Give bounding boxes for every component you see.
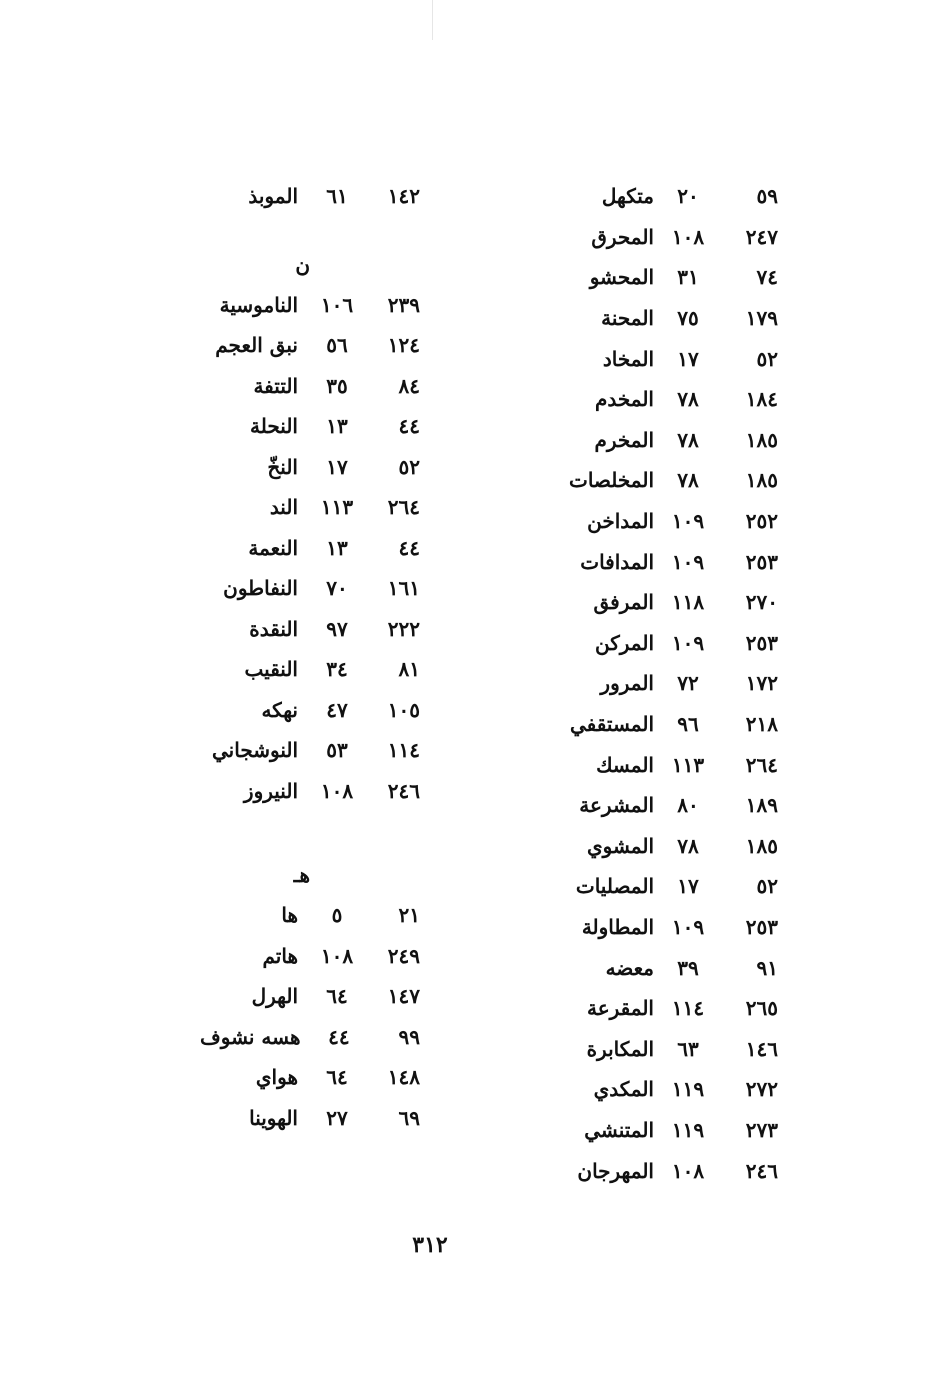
entry-term: الند: [269, 495, 298, 520]
index-entry: [548, 785, 778, 826]
entry-page-number: ١٨٩: [745, 793, 778, 818]
entry-term: المتنشي: [584, 1117, 654, 1142]
entry-ref-number: ٣٤: [326, 657, 348, 682]
entry-page-number: ١٠٥: [387, 697, 420, 722]
entry-page-number: ٢٥٣: [745, 914, 778, 939]
index-entry: [548, 1028, 778, 1069]
entry-term: النفاطون: [223, 576, 298, 601]
entry-page-number: ٩٩: [398, 1024, 420, 1049]
entry-term: المخاد: [602, 346, 654, 371]
index-entry: [548, 257, 778, 298]
index-entry: [200, 936, 420, 977]
entry-page-number: ٢٤٦: [745, 1158, 778, 1183]
index-entry: [548, 663, 778, 704]
section-nun-list: [200, 285, 420, 812]
entry-term: هسه نشوف: [200, 1024, 301, 1049]
entry-term: هاتم: [262, 943, 298, 968]
entry-ref-number: ٤٤: [328, 1024, 350, 1049]
entry-ref-number: ٧٨: [677, 427, 699, 452]
entry-ref-number: ٧٢: [677, 671, 699, 696]
entry-term: المدافات: [580, 549, 654, 574]
entry-page-number: ٢٧٣: [745, 1117, 778, 1142]
section-heading-ha: هـ: [293, 863, 310, 887]
entry-ref-number: ١٣: [326, 535, 348, 560]
index-entry: [548, 988, 778, 1029]
entry-ref-number: ١٣: [326, 414, 348, 439]
entry-page-number: ٥٢: [756, 346, 778, 371]
entry-ref-number: ٧٨: [677, 468, 699, 493]
entry-term: نبق العجم: [215, 333, 298, 358]
index-entry: [200, 649, 420, 690]
index-entry: [548, 541, 778, 582]
entry-page-number: ١٦١: [387, 576, 420, 601]
index-entry: [548, 379, 778, 420]
entry-term: هواي: [255, 1065, 298, 1090]
entry-page-number: ٢٥٢: [745, 509, 778, 534]
entry-ref-number: ١١٣: [320, 495, 354, 520]
entry-page-number: ٢٤٦: [387, 778, 420, 803]
entry-ref-number: ٦٤: [326, 1065, 348, 1090]
entry-ref-number: ٩٦: [677, 712, 699, 737]
entry-term: المشوي: [586, 833, 654, 858]
entry-term: المحرق: [591, 224, 654, 249]
entry-page-number: ١٢٤: [387, 333, 420, 358]
entry-term: المخرم: [594, 427, 654, 452]
entry-page-number: ٢٣٩: [387, 292, 420, 317]
entry-ref-number: ٦٣: [677, 1036, 699, 1061]
entry-ref-number: ٣١: [677, 265, 699, 290]
entry-page-number: ١٧٢: [745, 671, 778, 696]
entry-ref-number: ٥: [331, 903, 343, 928]
entry-page-number: ٢٤٩: [387, 943, 420, 968]
entry-ref-number: ٨٠: [677, 793, 699, 818]
entry-term: النقدة: [249, 616, 298, 641]
index-entry: [200, 1017, 420, 1058]
index-entry: [548, 623, 778, 664]
entry-page-number: ١٧٩: [745, 306, 778, 331]
entry-page-number: ٩١: [756, 955, 778, 980]
entry-ref-number: ١١٨: [671, 590, 705, 615]
index-entry: [200, 771, 420, 812]
index-entry: [200, 976, 420, 1017]
entry-page-number: ٧٤: [756, 265, 778, 290]
entry-term: المرور: [600, 671, 654, 696]
entry-page-number: ١٨٥: [745, 833, 778, 858]
entry-ref-number: ١١٣: [671, 752, 705, 777]
entry-term: الهوينا: [249, 1105, 298, 1130]
entry-page-number: ٢١: [398, 903, 420, 928]
entry-page-number: ٢٧٠: [745, 590, 778, 615]
entry-ref-number: ١٠٩: [671, 630, 705, 655]
entry-page-number: ١٤٨: [387, 1065, 420, 1090]
entry-ref-number: ١٠٩: [671, 549, 705, 574]
entry-ref-number: ٧٨: [677, 387, 699, 412]
entry-term: نهكه: [261, 697, 298, 722]
index-entry: [548, 338, 778, 379]
index-entry: [548, 744, 778, 785]
entry-term: الهرل: [251, 984, 298, 1009]
entry-ref-number: ١٠٩: [671, 914, 705, 939]
entry-term: المشرعة: [579, 793, 654, 818]
entry-term: متكهل: [601, 184, 654, 209]
entry-page-number: ١٤٧: [387, 984, 420, 1009]
index-entry: [200, 487, 420, 528]
section-gap: [200, 811, 420, 855]
entry-ref-number: ٧٥: [677, 306, 699, 331]
index-entry: [548, 907, 778, 948]
index-entry: [200, 406, 420, 447]
index-entry: [548, 1069, 778, 1110]
entry-term: النقيب: [244, 657, 298, 682]
entry-page-number: ١٤٦: [745, 1036, 778, 1061]
entry-term: المكابرة: [586, 1036, 654, 1061]
entry-ref-number: ١١٩: [671, 1077, 705, 1102]
entry-page-number: ٢٢٢: [387, 616, 420, 641]
entry-term: المهرجان: [577, 1158, 654, 1183]
entry-ref-number: ٧٨: [677, 833, 699, 858]
index-entry: [548, 826, 778, 867]
entry-ref-number: ٧٠: [326, 576, 348, 601]
index-entry: [548, 460, 778, 501]
entry-page-number: ٨١: [398, 657, 420, 682]
entry-page-number: ٥٩: [756, 184, 778, 209]
index-entry: [200, 325, 420, 366]
entry-page-number: ٨٤: [398, 373, 420, 398]
entry-term: المستقفي: [570, 712, 654, 737]
index-entry: [200, 447, 420, 488]
entry-ref-number: ٥٣: [326, 738, 348, 763]
index-entry: [200, 609, 420, 650]
entry-ref-number: ١٠٨: [320, 943, 354, 968]
entry-term: النيروز: [243, 778, 298, 803]
entry-page-number: ٢٦٤: [745, 752, 778, 777]
entry-ref-number: ٢٧: [326, 1105, 348, 1130]
entry-ref-number: ١٠٨: [671, 224, 705, 249]
index-entry: [548, 176, 778, 217]
entry-page-number: ٢٦٤: [387, 495, 420, 520]
entry-page-number: ١٨٤: [745, 387, 778, 412]
entry-ref-number: ٢٠: [677, 184, 699, 209]
entry-term: التتفة: [253, 373, 298, 398]
section-gap: [200, 217, 420, 245]
entry-term: المطاولة: [581, 914, 654, 939]
entry-term: المصليات: [575, 874, 654, 899]
entry-ref-number: ١٧: [677, 874, 699, 899]
index-column-left: [200, 176, 420, 1138]
entry-term: النوشجاني: [211, 738, 298, 763]
index-entry: [200, 690, 420, 731]
index-entry: [200, 1057, 420, 1098]
entry-page-number: ١٤٢: [387, 184, 420, 209]
index-entry: [200, 1098, 420, 1139]
entry-term: المخدم: [594, 387, 654, 412]
entry-ref-number: ١٠٨: [320, 778, 354, 803]
entry-term: المكدي: [593, 1077, 654, 1102]
index-entry: [548, 947, 778, 988]
entry-ref-number: ٣٥: [326, 373, 348, 398]
index-entry: [548, 298, 778, 339]
index-entry: [200, 366, 420, 407]
index-entry: [200, 176, 420, 217]
entry-ref-number: ١١٩: [671, 1117, 705, 1142]
entry-ref-number: ١٧: [677, 346, 699, 371]
entry-page-number: ٥٢: [398, 454, 420, 479]
index-entry: [200, 895, 420, 936]
entry-term: ها: [281, 903, 298, 928]
entry-term: النعمة: [248, 535, 298, 560]
entry-term: المسك: [596, 752, 654, 777]
entry-page-number: ٤٤: [398, 414, 420, 439]
entry-page-number: ٢٥٣: [745, 630, 778, 655]
section-ha-list: [200, 895, 420, 1138]
entry-page-number: ٢٤٧: [745, 224, 778, 249]
entry-ref-number: ٦١: [326, 184, 348, 209]
index-entry: [548, 501, 778, 542]
entry-term: المخلصات: [568, 468, 654, 493]
entry-ref-number: ٦٤: [326, 984, 348, 1009]
index-entry: [548, 866, 778, 907]
entry-page-number: ٤٤: [398, 535, 420, 560]
index-entry: [200, 568, 420, 609]
entry-page-number: ٥٢: [756, 874, 778, 899]
index-column-right: [548, 176, 778, 1191]
index-entry: [200, 528, 420, 569]
entry-term: الموبذ: [248, 184, 298, 209]
entry-ref-number: ١٠٨: [671, 1158, 705, 1183]
entry-term: المداخن: [587, 509, 654, 534]
index-entry: [548, 1110, 778, 1151]
entry-page-number: ١١٤: [387, 738, 420, 763]
entry-term: المحنة: [601, 306, 654, 331]
page-number: ٣١٢: [412, 1232, 448, 1258]
entry-page-number: ٦٩: [398, 1105, 420, 1130]
entry-term: المحشو: [589, 265, 654, 290]
index-entry: [200, 285, 420, 326]
entry-page-number: ٢٦٥: [745, 996, 778, 1021]
index-entry: [200, 730, 420, 771]
index-entry: [548, 582, 778, 623]
entry-ref-number: ١٧: [326, 454, 348, 479]
entry-term: النحلة: [250, 414, 298, 439]
entry-term: الناموسية: [219, 292, 298, 317]
entry-page-number: ١٨٥: [745, 468, 778, 493]
entry-ref-number: ١١٤: [671, 996, 705, 1021]
entry-ref-number: ١٠٩: [671, 509, 705, 534]
entry-term: المركن: [595, 630, 654, 655]
entry-page-number: ٢٥٣: [745, 549, 778, 574]
entry-term: النخّ: [267, 454, 298, 479]
entry-term: المرفق: [593, 590, 654, 615]
index-entry: [548, 217, 778, 258]
entry-ref-number: ٥٦: [326, 333, 348, 358]
entry-page-number: ١٨٥: [745, 427, 778, 452]
entry-ref-number: ١٠٦: [320, 292, 354, 317]
entry-ref-number: ٩٧: [326, 616, 348, 641]
index-entry: [548, 704, 778, 745]
entry-ref-number: ٣٩: [677, 955, 699, 980]
section-heading-nun: ن: [295, 252, 310, 277]
entry-term: المقرعة: [586, 996, 654, 1021]
entry-ref-number: ٤٧: [326, 697, 348, 722]
index-entry: [548, 420, 778, 461]
entry-term: معضه: [605, 955, 654, 980]
scan-crease: [432, 0, 433, 40]
entry-page-number: ٢٧٢: [745, 1077, 778, 1102]
index-entry: [548, 1150, 778, 1191]
entry-page-number: ٢١٨: [745, 712, 778, 737]
